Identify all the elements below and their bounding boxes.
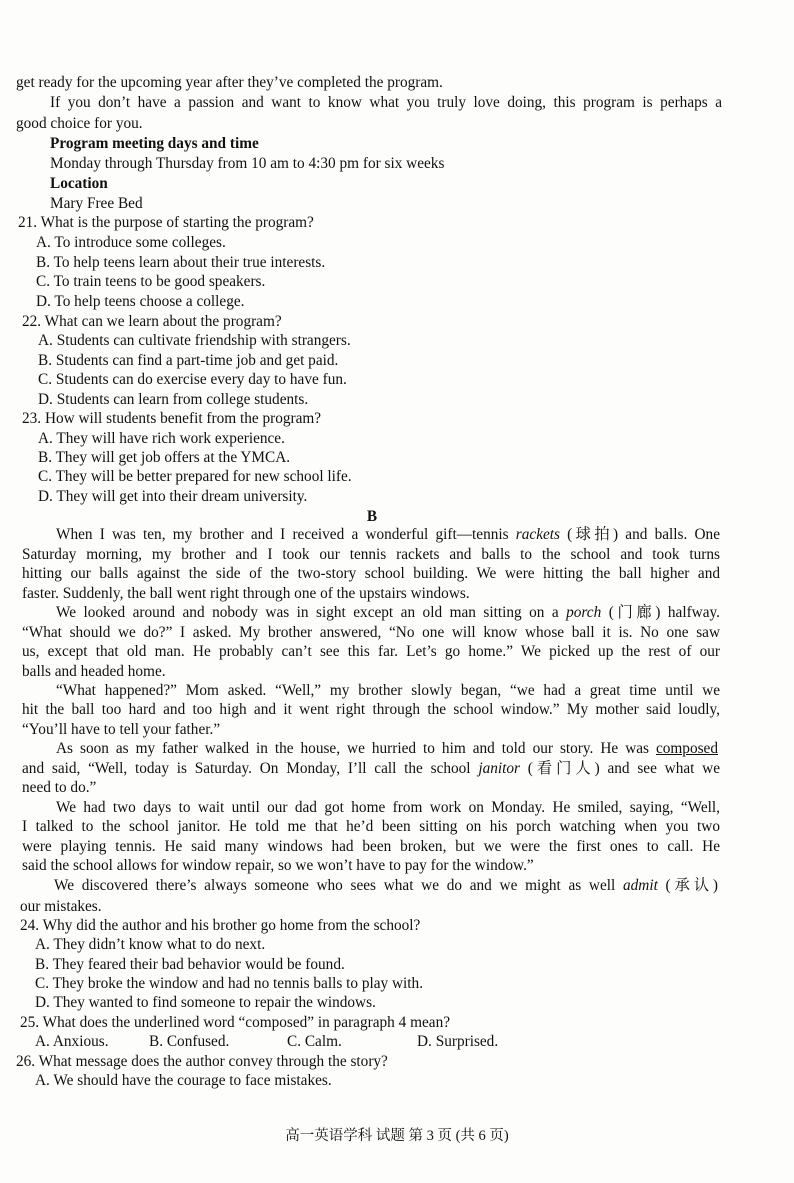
paragraph-line: We looked around and nobody was in sight except an old man sitting on a porch (门廊) halfway. [56,604,720,621]
question-stem: 25. What does the underlined word “composed” in paragraph 4 mean? [20,1014,451,1031]
paragraph-line: hit the ball too hard and too high and it went right through the school window.” My mother said loudly, [22,701,720,718]
answer-options-row [35,1032,747,1052]
paragraph-line: “You’ll have to tell your father.” [22,721,221,738]
answer-option: C. To train teens to be good speakers. [36,273,266,290]
location-text: Mary Free Bed [50,195,143,212]
paragraph-line: us, except that old man. He probably can’t see this far. Let’s go home.” We picked up the rest of our [22,643,720,660]
answer-option: C. Calm. [287,1033,342,1050]
answer-option: D. Surprised. [417,1033,499,1050]
question-stem: 26. What message does the author convey through the story? [16,1053,388,1070]
answer-option: A. Students can cultivate friendship with strangers. [38,332,351,349]
paragraph-line: I talked to the school janitor. He told me that he’d been sitting on his porch watching when you two [22,818,720,835]
answer-option: D. They will get into their dream university. [38,488,308,505]
paragraph-line: As soon as my father walked in the house, we hurried to him and told our story. He was composed [56,740,718,757]
answer-option: A. They didn’t know what to do next. [35,936,266,953]
answer-option: A. We should have the courage to face mistakes. [35,1072,332,1089]
answer-option: D. Students can learn from college students. [38,391,309,408]
answer-option: C. Students can do exercise every day to have fun. [38,371,347,388]
answer-option: A. To introduce some colleges. [36,234,226,251]
answer-option: B. Confused. [149,1033,230,1050]
answer-option: C. They broke the window and had no tennis balls to play with. [35,975,424,992]
passage-a-line: good choice for you. [16,115,143,132]
paragraph-line: We discovered there’s always someone who sees what we do and we might as well admit (承认) [54,877,718,894]
location-heading: Location [50,175,108,192]
passage-a-line: If you don’t have a passion and want to know what you truly love doing, this program is perhaps a [50,94,722,111]
paragraph-line: We had two days to wait until our dad got home from work on Monday. He smiled, saying, “Well, [56,799,720,816]
answer-option: C. They will be better prepared for new school life. [38,468,352,485]
paragraph-line: “What should we do?” I asked. My brother answered, “No one will know whose ball it is. No one saw [22,624,720,641]
paragraph-line: balls and headed home. [22,663,166,680]
section-heading: B [366,508,378,525]
answer-option: D. To help teens choose a college. [36,293,245,310]
paragraph-line: were playing tennis. He said many windows had been broken, but we were the first ones to call. He [22,838,720,855]
answer-option: D. They wanted to find someone to repair the windows. [35,994,376,1011]
paragraph-line: our mistakes. [20,898,102,915]
paragraph-line: When I was ten, my brother and I received a wonderful gift—tennis rackets (球拍) and balls. One [56,526,720,543]
paragraph-line: hitting our balls against the side of the two-story school building. We were hitting the ball higher and [22,565,720,582]
question-stem: 22. What can we learn about the program? [22,313,282,330]
paragraph-line: need to do.” [22,779,97,796]
meeting-text: Monday through Thursday from 10 am to 4:30 pm for six weeks [50,155,445,172]
meeting-heading: Program meeting days and time [50,135,259,152]
answer-option: A. They will have rich work experience. [38,430,285,447]
question-stem: 24. Why did the author and his brother go home from the school? [20,917,421,934]
page-footer: 高一英语学科 试题 第 3 页 (共 6 页) [285,1128,509,1144]
passage-a-line: get ready for the upcoming year after they’ve completed the program. [16,74,443,91]
paragraph-line: faster. Suddenly, the ball went right through one of the upstairs windows. [22,585,470,602]
paragraph-line: Saturday morning, my brother and I took our tennis rackets and balls to the school and took turns [22,546,720,563]
paragraph-line: “What happened?” Mom asked. “Well,” my brother slowly began, “we had a great time until we [56,682,720,699]
question-stem: 23. How will students benefit from the program? [22,410,322,427]
answer-option: B. They feared their bad behavior would be found. [35,956,345,973]
paragraph-line: and said, “Well, today is Saturday. On Monday, I’ll call the school janitor (看门人) and see what we [22,760,721,777]
question-stem: 21. What is the purpose of starting the program? [18,214,314,231]
underlined-word: composed [655,740,718,757]
answer-option: B. To help teens learn about their true interests. [36,254,326,271]
answer-option: B. Students can find a part-time job and get paid. [38,352,339,369]
answer-option: B. They will get job offers at the YMCA. [38,449,291,466]
answer-option: A. Anxious. [35,1033,109,1050]
paragraph-line: said the school allows for window repair, so we won’t have to pay for the window.” [22,857,534,874]
